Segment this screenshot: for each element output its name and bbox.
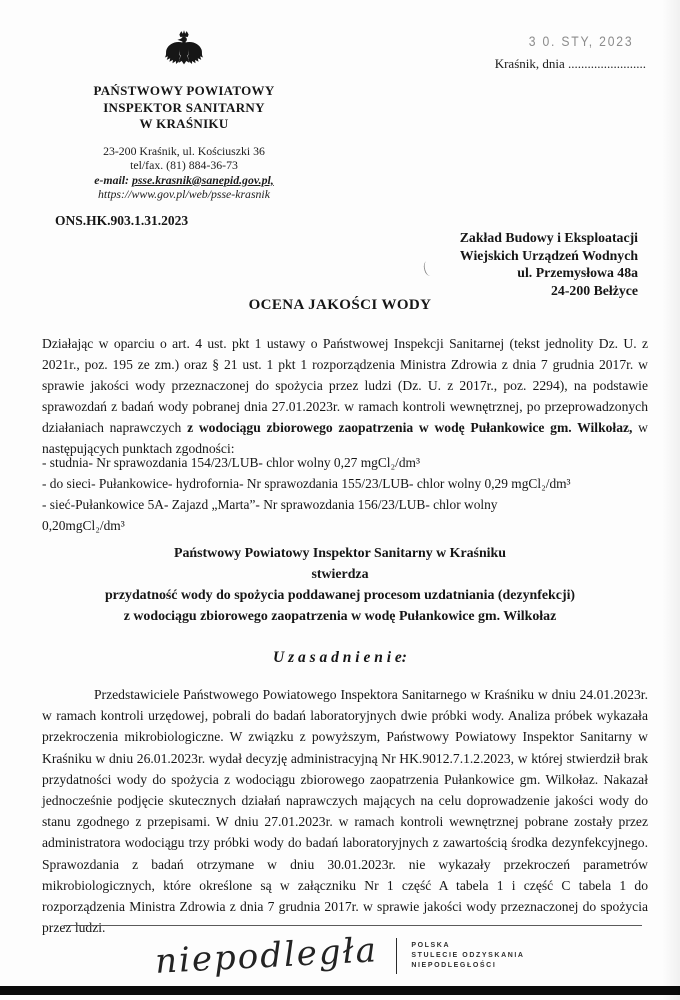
report-line: - sieć-Pułankowice 5A- Zajazd „Marta”- Nr sprawozdania 156/23/LUB- chlor wolny [42, 497, 498, 512]
footer [0, 930, 680, 982]
recipient-block [460, 229, 638, 299]
justification-heading: U z a s a d n i e n i e: [273, 649, 407, 666]
report-line: 0,20mgCl₂/dm³ [42, 518, 125, 533]
niepodlegla-logo: niepodległa [154, 930, 380, 982]
recipient-line: Zakład Budowy i Eksploatacji [459, 230, 638, 245]
recipient-line: Wiejskich Urządzeń Wodnych [459, 247, 638, 263]
org-name-line: INSPEKTOR SANITARNY [103, 99, 265, 115]
statement-line: Państwowy Powiatowy Inspektor Sanitarny w Kraśniku [173, 546, 506, 561]
contact-block [58, 144, 310, 202]
logo-divider [396, 938, 397, 974]
website-url: https://www.gov.pl/web/psse-krasnik [98, 187, 270, 202]
legal-basis-paragraph [42, 333, 648, 459]
logo-caption-line: POLSKA [411, 942, 451, 949]
justification-paragraph: Przedstawiciele Państwowego Powiatowego Inspektora Sanitarnego w Kraśniku w dniu 24.01.2023r. w ramach kontroli urzędowej, pobrali do badań laboratoryjnych dwie próbki wody. Analiza próbek wykazała przekroczenia mikrobiologiczne. W związku z powyższym, Państwowy Powiatowy Inspektor Sanitarny w Kraśniku w dniu 26.01.2023r. wydał decyzję administracyjną Nr HK.9012.7.1.2.2023, w której stwierdził brak przydatności wody do spożycia z wodociągu zbiorowego zaopatrzenia Pułankowice gm. Wilkołaz. Nakazał jednocześnie podjęcie skutecznych działań naprawczych mających na celu doprowadzenie jakości wody do stanu zgodnego z przepisami. W dniu 27.01.2023r. w ramach kontroli wewnętrznej pobrane zostały przez administratora wodociągu trzy próbki wody do badań laboratoryjnych z zawartością środka dezynfekcyjnego. Sprawozdania z badań otrzymane w dniu 30.01.2023r. nie wykazały przekroczeń parametrów mikrobiologicznych, które określone są w załączniku Nr 1 część A tabela 1 i część C tabela 1 do rozporządzenia Ministra Zdrowia z dnia 7 grudnia 2017r. w sprawie jakości wody przeznaczonej do spożycia przez ludzi. [42, 687, 648, 936]
reference-number: ONS.HK.903.1.31.2023 [55, 213, 189, 228]
email-line [58, 173, 310, 188]
handwritten-pen-mark [422, 260, 434, 277]
waterworks-name-bold: z wodociągu zbiorowego zaopatrzenia w wodę Pułankowice gm. Wilkołaz, [187, 420, 633, 435]
page-bottom-edge [0, 986, 680, 995]
legal-text: Działając w oparciu o art. 4 ust. pkt 1 ustawy o Państwowej Inspekcji Sanitarnej (tekst jednolity Dz. U. z 2021r., poz. 195 ze zm.) oraz § 21 ust. 1 pkt 1 rozporządzenia Ministra Zdrowia z dnia 7 grudnia 2017r. w sprawie jakości wody przeznaczonej do spożycia przez ludzi (Dz. U. z 2017r., poz. 2294), na podstawie sprawozdań z badań wody pobranej dnia 27.01.2023r. w ramach kontroli wewnętrznej, po przeprowadzonych działaniach naprawczych [42, 336, 648, 435]
report-line: - do sieci- Pułankowice- hydrofornia- Nr sprawozdania 155/23/LUB- chlor wolny 0,29 mgCl₂/dm³ [42, 476, 571, 491]
document-title: OCENA JAKOŚCI WODY [248, 297, 432, 313]
logo-caption-line: NIEPODLEGŁOŚCI [411, 962, 497, 969]
report-list [42, 452, 672, 536]
statement-block [0, 543, 680, 627]
date-block [386, 34, 646, 72]
letterhead [58, 26, 310, 202]
logo-caption [411, 941, 524, 971]
org-name-line: PAŃSTWOWY POWIATOWY [93, 83, 275, 98]
recipient-line: 24-200 Bełżyce [551, 282, 638, 298]
org-name [58, 83, 310, 133]
report-line: - studnia- Nr sprawozdania 154/23/LUB- chlor wolny 0,27 mgCl₂/dm³ [42, 455, 420, 470]
recipient-line: ul. Przemysłowa 48a [517, 265, 638, 281]
polish-eagle-emblem-icon [161, 26, 207, 76]
logo-caption-line: STULECIE ODZYSKANIA [411, 952, 525, 959]
address-line: 23-200 Kraśnik, ul. Kościuszki 36 [103, 143, 265, 158]
email-address: psse.krasnik@sanepid.gov.pl, [131, 172, 274, 187]
received-date-stamp: 3 0. STY, 2023 [528, 34, 634, 49]
legal-text-tail: w następujących punktach zgodności: [42, 420, 648, 456]
statement-line: stwierdza [311, 567, 369, 582]
statement-line: przydatność wody do spożycia poddawanej procesom uzdatniania (dezynfekcji) [104, 588, 576, 603]
telfax-line: tel/fax. (81) 884-36-73 [130, 158, 238, 173]
place-date-line: Kraśnik, dnia ........................ [494, 56, 646, 71]
statement-line: z wodociągu zbiorowego zaopatrzenia w wodę Pułankowice gm. Wilkołaz [123, 609, 557, 624]
email-label: e-mail: [94, 172, 132, 187]
org-name-line: W KRAŚNIKU [139, 116, 229, 131]
footer-divider-line [64, 925, 642, 926]
